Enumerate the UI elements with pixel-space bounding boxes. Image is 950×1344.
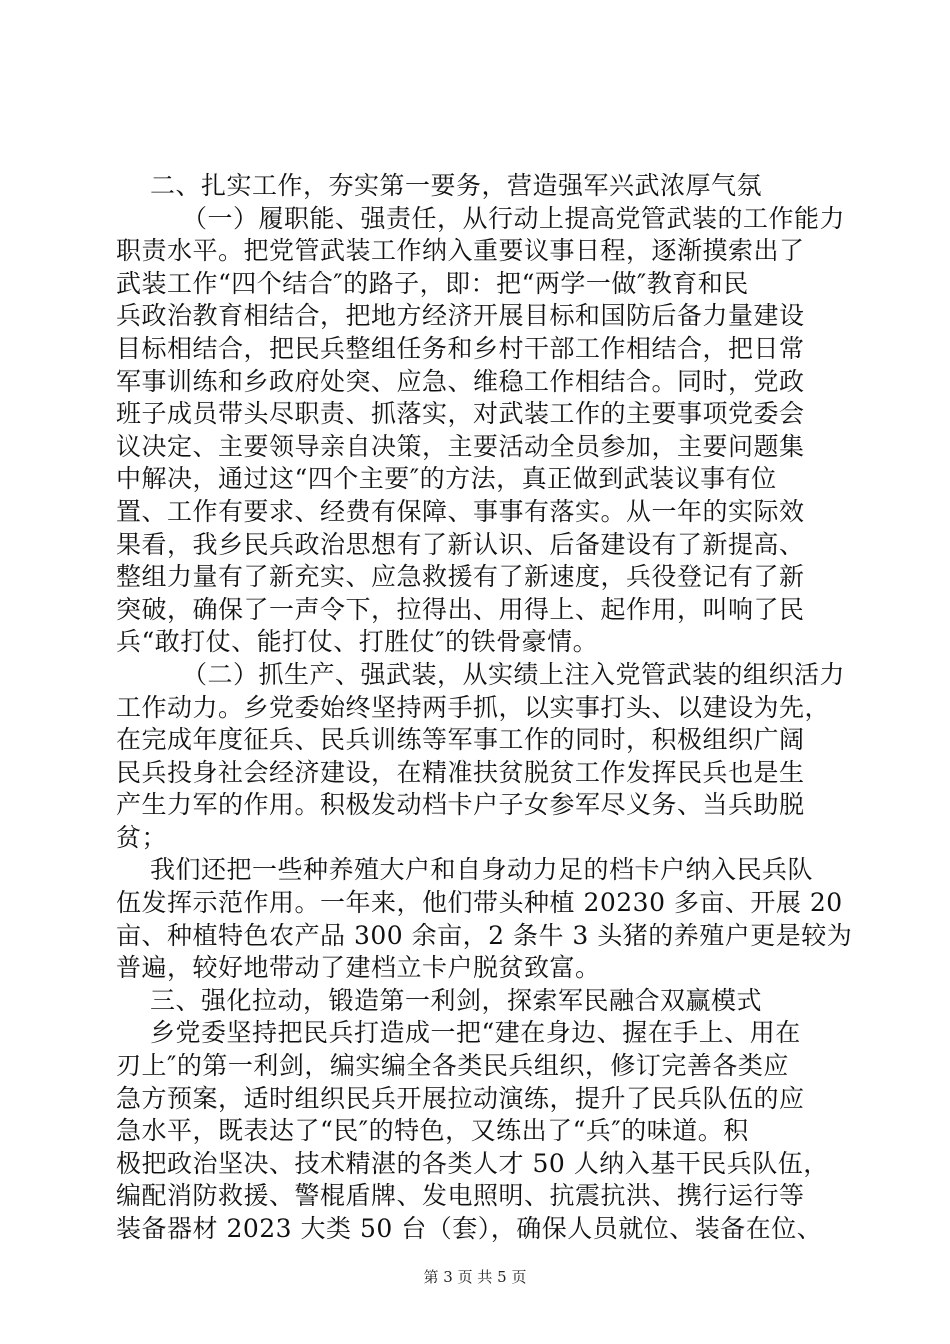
text-line: 产生力军的作用。积极发动档卡户子女参军尽义务、当兵助脱 [116,790,805,820]
text-line: 突破，确保了一声令下，拉得出、用得上、起作用，叫响了民 [116,594,805,624]
text-line: 武装工作“四个结合″的路子，即：把“两学一做″教育和民 [116,268,749,298]
text-line: 我们还把一些种养殖大户和自身动力足的档卡户纳入民兵队 [150,855,814,885]
text-line: 装备器材 2023 大类 50 台（套），确保人员就位、装备在位、 [116,1214,823,1243]
text-line: 急水平，既表达了“民″的特色，又练出了“兵″的味道。积 [116,1116,749,1146]
text-line: 置、工作有要求、经费有保障、事事有落实。从一年的实际效 [116,496,805,526]
text-line: 职责水平。把党管武装工作纳入重要议事日程，逐渐摸索出了 [116,236,805,266]
text-line: 兵“敢打仗、能打仗、打胜仗″的铁骨豪情。 [116,627,599,657]
text-line: 贫； [116,822,168,852]
text-line: 伍发挥示范作用。一年来，他们带头种植 20230 多亩、开展 20 [116,888,843,918]
text-line: 目标相结合，把民兵整组任务和乡村干部工作相结合，把日常 [116,333,805,363]
text-line: 二、扎实工作，夯实第一要务，营造强军兴武浓厚气氛 [150,171,763,200]
text-line: 果看，我乡民兵政治思想有了新认识、后备建设有了新提高、 [116,529,805,559]
text-line: 整组力量有了新充实、应急救援有了新速度，兵役登记有了新 [116,562,805,592]
text-line: 兵政治教育相结合，把地方经济开展目标和国防后备力量建设 [116,301,805,331]
text-line: 在完成年度征兵、民兵训练等军事工作的同时，积极组织广阔 [116,725,805,755]
text-line: 议决定、主要领导亲自决策，主要活动全员参加，主要问题集 [116,431,805,461]
page-footer: 第 3 页 共 5 页 [423,1268,527,1286]
text-line: 刃上″的第一利剑，编实编全各类民兵组织，修订完善各类应 [116,1051,789,1081]
text-line: 编配消防救援、警棍盾牌、发电照明、抗震抗洪、携行运行等 [116,1181,805,1211]
document-body [116,170,853,1246]
text-line: 军事训练和乡政府处突、应急、维稳工作相结合。同时，党政 [116,366,805,396]
text-line: 亩、种植特色农产品 300 余亩，2 条牛 3 头猪的养殖户更是较为 [116,920,853,950]
text-line: 极把政治坚决、技术精湛的各类人才 50 人纳入基干民兵队伍， [116,1148,829,1178]
text-line: 普遍，较好地带动了建档立卡户脱贫致富。 [116,953,601,983]
text-line: 急方预案，适时组织民兵开展拉动演练，提升了民兵队伍的应 [116,1083,805,1113]
text-line: 班子成员带头尽职责、抓落实，对武装工作的主要事项党委会 [116,399,805,429]
text-line: （一）履职能、强责任，从行动上提高党管武装的工作能力 [182,203,846,233]
text-line: 中解决，通过这“四个主要″的方法，真正做到武装议事有位 [116,464,777,494]
text-line: （二）抓生产、强武装，从实绩上注入党管武装的组织活力 [182,659,846,689]
text-line: 工作动力。乡党委始终坚持两手抓，以实事打头、以建设为先， [116,692,831,722]
text-line: 乡党委坚持把民兵打造成一把“建在身边、握在手上、用在 [150,1018,801,1048]
text-line: 三、强化拉动，锻造第一利剑，探索军民融合双赢模式 [150,985,763,1015]
text-line: 民兵投身社会经济建设，在精准扶贫脱贫工作发挥民兵也是生 [116,757,805,787]
